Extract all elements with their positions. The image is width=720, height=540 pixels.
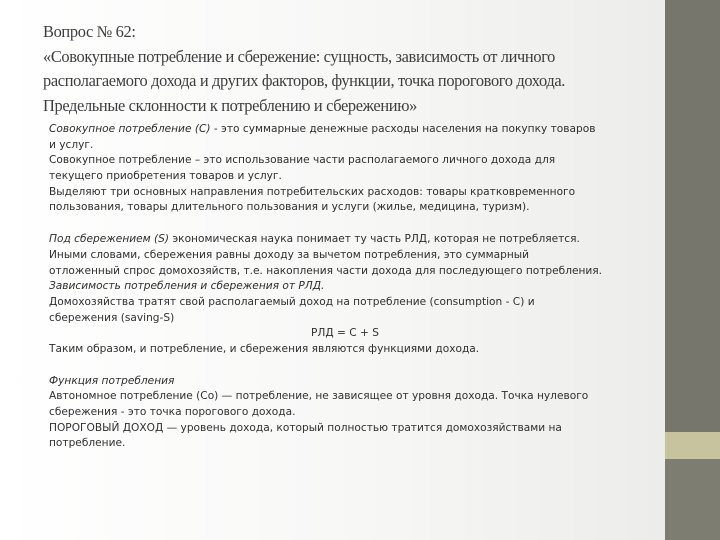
text-line (49, 122, 661, 138)
term-consumption: Совокупное потребление (С) (49, 123, 211, 135)
slide-title (43, 20, 658, 118)
text-line: Домохозяйства тратят свой располагаемый доход на потребление (consumption - C) и (49, 295, 535, 308)
paragraph-savings (49, 232, 661, 358)
definition-text: - это суммарные денежные расходы населения на покупку товаров (210, 123, 596, 135)
text-line: Автономное потребление (Со) — потребление, не зависящее от уровня дохода. Точка нулевого (49, 390, 589, 403)
text-line: отложенный спрос домохозяйств, т.е. накопления части дохода для последующего потребления. (49, 264, 603, 277)
subheading-consumption-function: Функция потребления (49, 374, 175, 387)
paragraph-consumption (49, 122, 661, 216)
text-line: текущего приобретения товаров и услуг. (49, 170, 282, 183)
text-line: и услуг. (49, 138, 94, 151)
text-line: потребление. (49, 437, 126, 450)
side-accent-block (665, 432, 720, 459)
text-line (49, 232, 661, 248)
text-line: ПОРОГОВЫЙ ДОХОД — уровень дохода, который полностью тратится домохозяйствами на (49, 421, 562, 434)
paragraph-gap (49, 216, 661, 232)
subheading-dependency: Зависимость потребления и сбережения от РЛД. (49, 280, 325, 293)
text-line: Выделяют три основных направления потребительских расходов: товары кратковременного (49, 185, 576, 198)
paragraph-consumption-function (49, 374, 661, 452)
text-line: Таким образом, и потребление, и сбережения являются функциями дохода. (49, 342, 480, 355)
formula: РЛД = С + S (311, 327, 379, 340)
title-line: «Совокупные потребление и сбережение: сущность, зависимость от личного (43, 46, 556, 66)
definition-text: экономическая наука понимает ту часть РЛД, которая не потребляется. (169, 233, 580, 246)
text-line: Иными словами, сбережения равны доходу за вычетом потребления, это суммарный (49, 248, 530, 261)
side-bottom-block (665, 459, 720, 540)
paragraph-gap (49, 358, 661, 374)
text-line: Совокупное потребление – это использование части располагаемого личного дохода для (49, 154, 556, 167)
text-line: пользования, товары длительного пользования и услуги (жилье, медицина, туризм). (49, 201, 530, 214)
term-savings: Под сбережением (S) (49, 233, 169, 246)
text-line: сбережения (saving-S) (49, 311, 175, 324)
slide-body (49, 122, 661, 452)
title-line: располагаемого дохода и других факторов, функции, точка порогового дохода. (43, 71, 566, 90)
text-line: сбережения - это точка порогового дохода. (49, 406, 296, 418)
title-line: Вопрос № 62: (43, 22, 136, 41)
title-line: Предельные склонности к потреблению и сбережению» (43, 95, 417, 115)
